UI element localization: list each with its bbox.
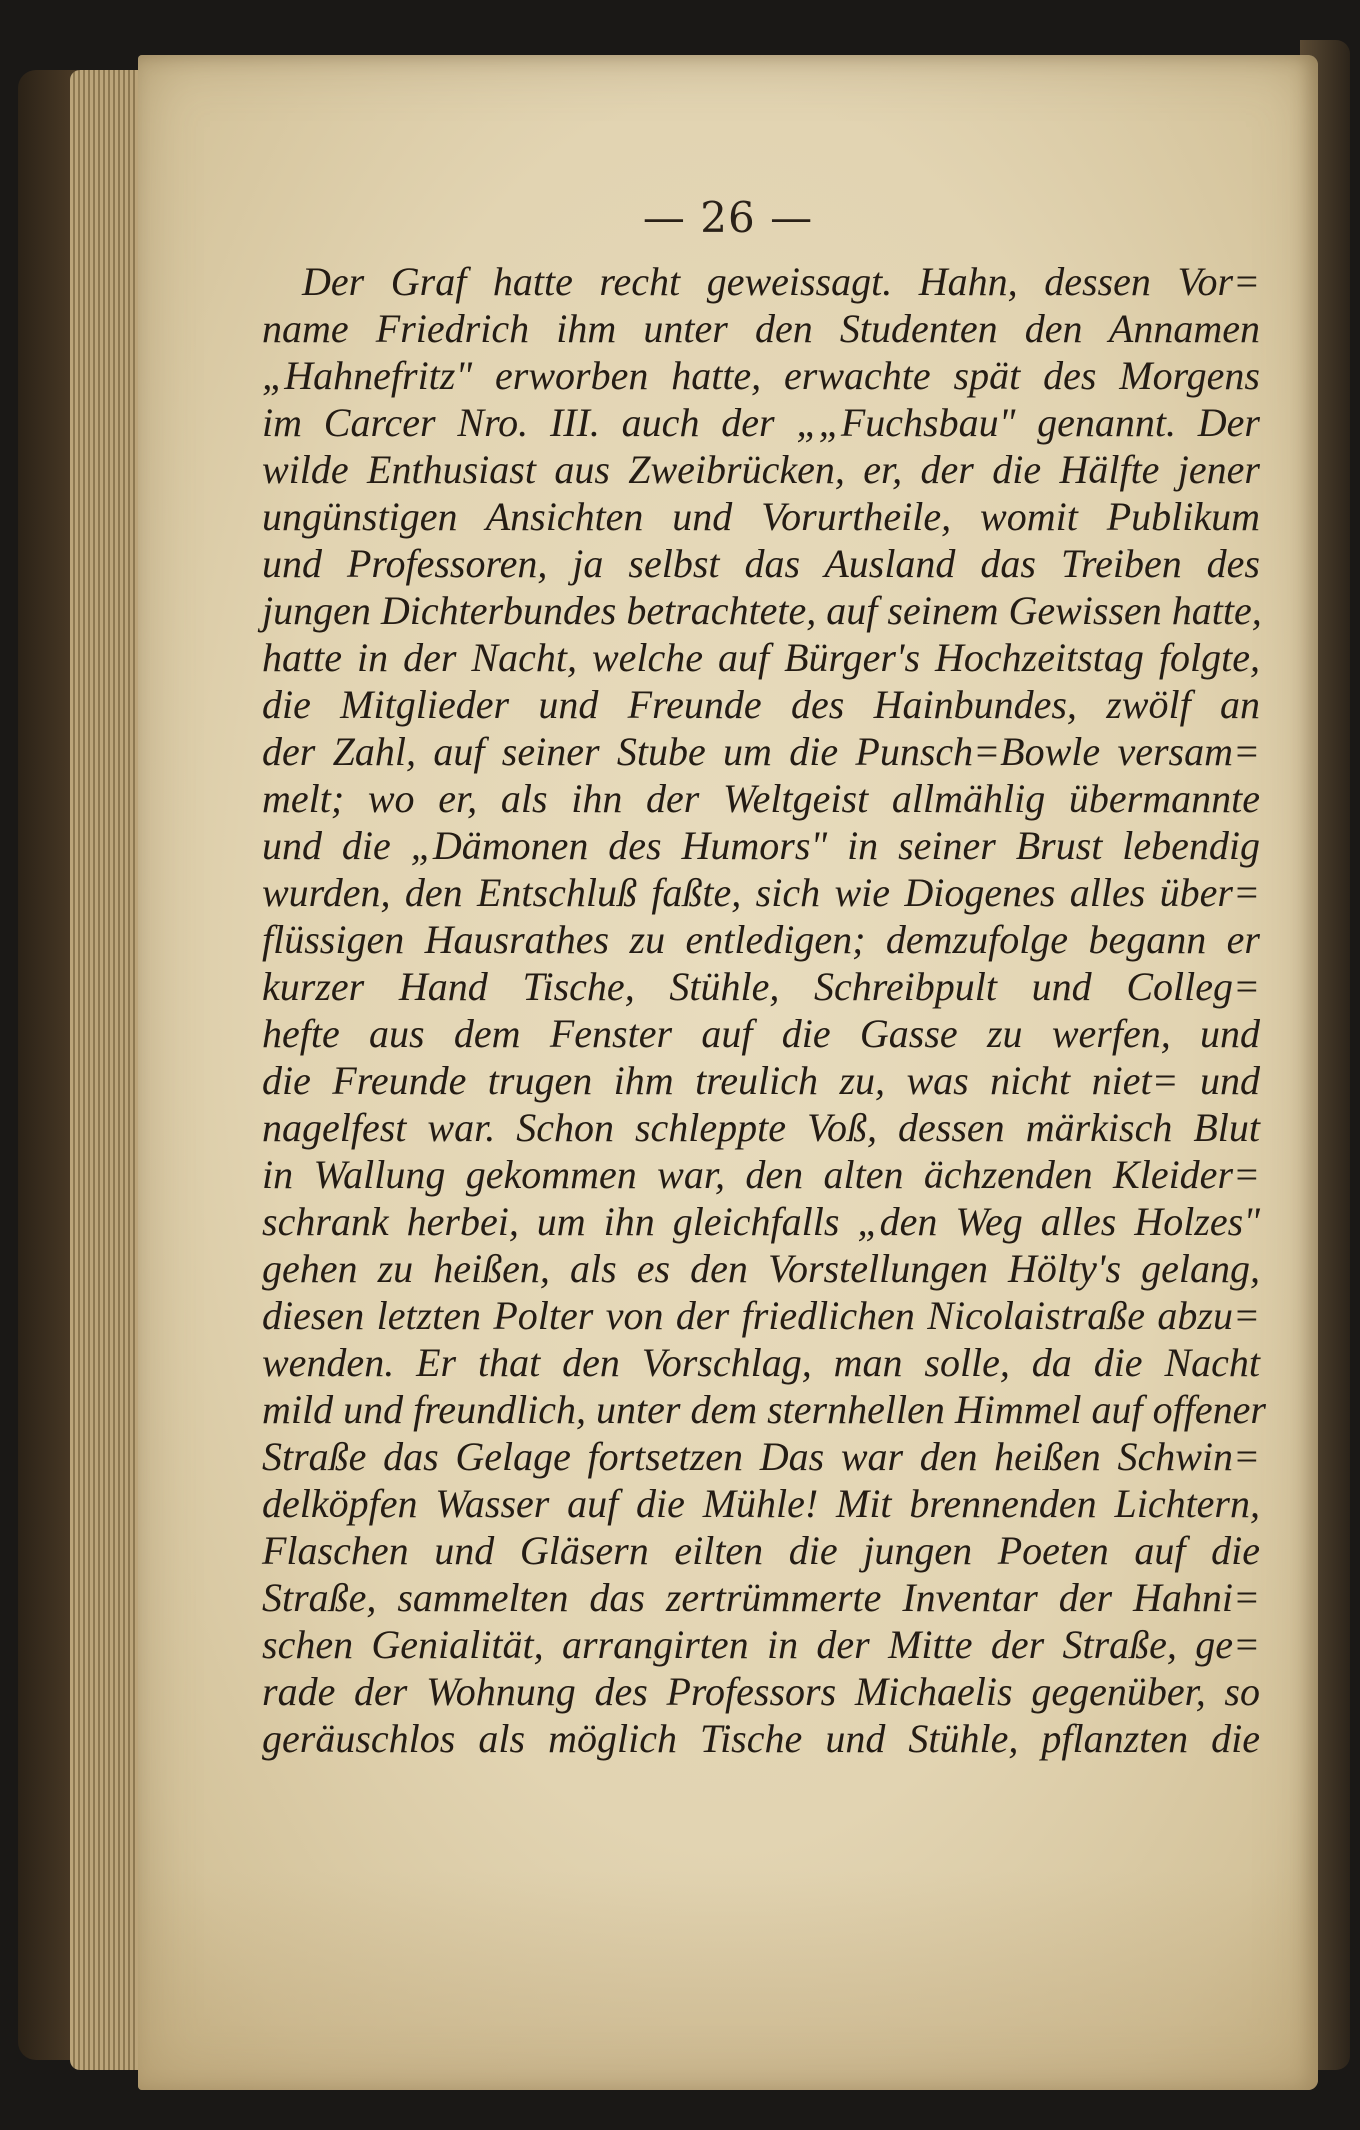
text-line: Straße, sammelten das zertrümmerte Inventar der Hahni=: [262, 1575, 1260, 1620]
text-line: schen Genialität, arrangirten in der Mitte der Straße, ge=: [262, 1622, 1260, 1667]
text-line: und die „Dämonen des Humors" in seiner Brust lebendig: [262, 823, 1260, 868]
text-line: delköpfen Wasser auf die Mühle! Mit brennenden Lichtern,: [262, 1481, 1260, 1526]
text-line: diesen letzten Polter von der friedlichen Nicolaistraße abzu=: [262, 1293, 1260, 1338]
text-line: der Zahl, auf seiner Stube um die Punsch=Bowle versam=: [262, 729, 1260, 774]
text-line: im Carcer Nro. III. auch der „„Fuchsbau" genannt. Der: [262, 400, 1260, 445]
text-line: schrank herbei, um ihn gleichfalls „den Weg alles Holzes": [262, 1199, 1260, 1244]
text-line: mild und freundlich, unter dem sternhellen Himmel auf offener: [262, 1387, 1266, 1432]
text-line: geräuschlos als möglich Tische und Stühle, pflanzten die: [262, 1716, 1260, 1761]
text-line: Flaschen und Gläsern eilten die jungen Poeten auf die: [262, 1528, 1260, 1573]
text-line: Straße das Gelage fortsetzen Das war den heißen Schwin=: [262, 1434, 1260, 1479]
text-line: hefte aus dem Fenster auf die Gasse zu werfen, und: [262, 1011, 1260, 1056]
text-line: wilde Enthusiast aus Zweibrücken, er, der die Hälfte jener: [262, 447, 1260, 492]
page-number: — 26 —: [642, 193, 814, 242]
text-line: „Hahnefritz" erworben hatte, erwachte spät des Morgens: [262, 353, 1260, 398]
text-line: kurzer Hand Tische, Stühle, Schreibpult und Colleg=: [262, 964, 1260, 1009]
text-line: die Mitglieder und Freunde des Hainbundes, zwölf an: [262, 682, 1260, 727]
text-line: hatte in der Nacht, welche auf Bürger's Hochzeitstag folgte,: [262, 635, 1260, 680]
text-line: ungünstigen Ansichten und Vorurtheile, womit Publikum: [262, 494, 1260, 539]
text-line: melt; wo er, als ihn der Weltgeist allmählig übermannte: [262, 776, 1260, 821]
body-text: [262, 258, 1266, 1762]
text-line: rade der Wohnung des Professors Michaelis gegenüber, so: [262, 1669, 1260, 1714]
text-line: name Friedrich ihm unter den Studenten den Annamen: [262, 306, 1260, 351]
text-line: wenden. Er that den Vorschlag, man solle, da die Nacht: [262, 1340, 1260, 1385]
text-line: nagelfest war. Schon schleppte Voß, dessen märkisch Blut: [262, 1105, 1260, 1150]
text-line: gehen zu heißen, als es den Vorstellungen Hölty's gelang,: [262, 1246, 1260, 1291]
text-line: flüssigen Hausrathes zu entledigen; demzufolge begann er: [262, 917, 1260, 962]
text-line: wurden, den Entschluß faßte, sich wie Diogenes alles über=: [262, 870, 1260, 915]
text-line: Der Graf hatte recht geweissagt. Hahn, dessen Vor=: [302, 259, 1260, 304]
text-line: die Freunde trugen ihm treulich zu, was nicht niet= und: [262, 1058, 1260, 1103]
text-line: jungen Dichterbundes betrachtete, auf seinem Gewissen hatte,: [262, 588, 1262, 633]
text-line: und Professoren, ja selbst das Ausland das Treiben des: [262, 541, 1260, 586]
text-line: in Wallung gekommen war, den alten ächzenden Kleider=: [262, 1152, 1260, 1197]
